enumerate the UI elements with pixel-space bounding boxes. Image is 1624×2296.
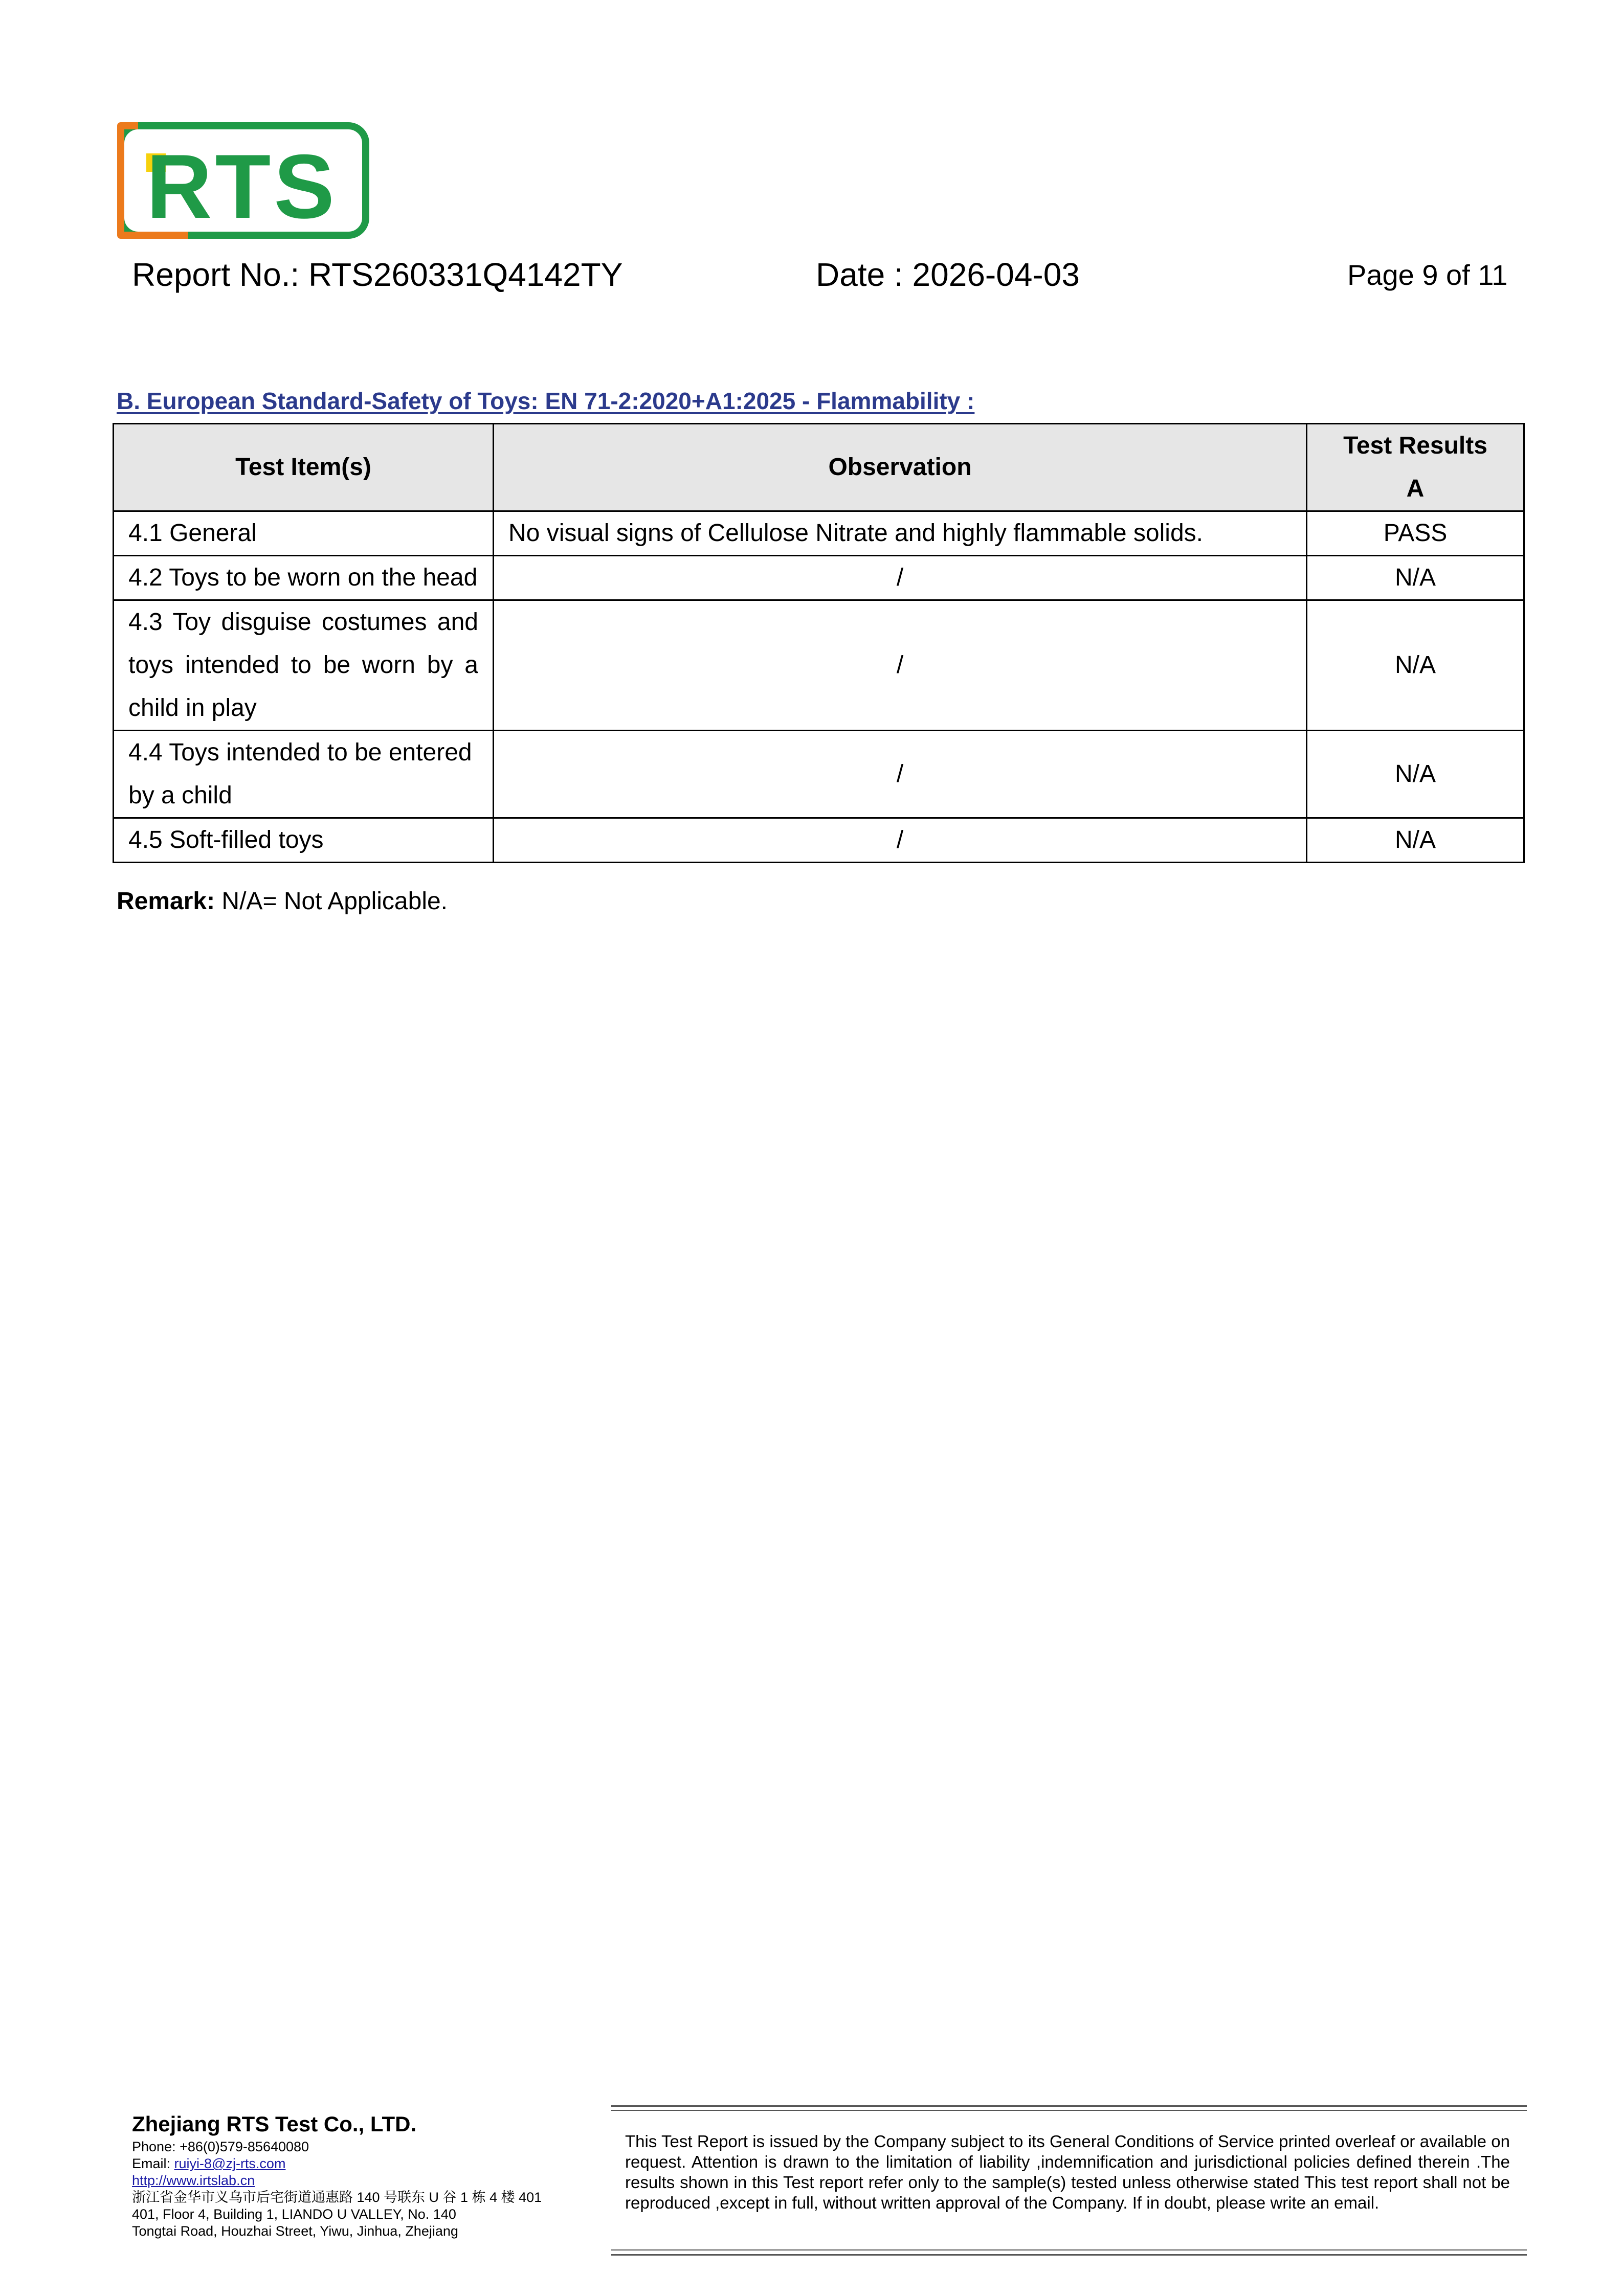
company-address-en-2: Tongtai Road, Houzhai Street, Yiwu, Jinhua, Zhejiang [132, 2223, 458, 2239]
company-address-cn: 浙江省金华市义乌市后宅街道通惠路 140 号联东 U 谷 1 栋 4 楼 401 [132, 2190, 542, 2205]
test-result: N/A [1307, 556, 1524, 600]
section-title: B. European Standard-Safety of Toys: EN 71-2:2020+A1:2025 - Flammability : [117, 388, 975, 414]
company-contact [132, 2139, 542, 2240]
test-result: N/A [1307, 731, 1524, 818]
test-item: 4.4 Toys intended to be entered by a child [114, 731, 494, 818]
test-item: 4.3 Toy disguise costumes and toys intended to be worn by a child in play [114, 600, 494, 731]
footer-divider-bottom-inner [611, 2249, 1527, 2250]
company-phone: Phone: +86(0)579-85640080 [132, 2139, 309, 2154]
table-row [114, 600, 1524, 731]
company-email-label: Email: [132, 2156, 174, 2171]
company-name: Zhejiang RTS Test Co., LTD. [132, 2112, 417, 2136]
remark-text: N/A= Not Applicable. [215, 888, 448, 915]
remark [117, 887, 448, 915]
svg-text:RTS: RTS [146, 136, 338, 237]
test-item: 4.5 Soft-filled toys [114, 818, 494, 863]
header-observation: Observation [494, 424, 1307, 511]
footer-divider-top [611, 2105, 1527, 2107]
company-email-line [132, 2155, 542, 2172]
table-row [114, 556, 1524, 600]
test-result: PASS [1307, 511, 1524, 556]
test-result: N/A [1307, 818, 1524, 863]
observation: / [494, 731, 1307, 818]
header-test-results [1307, 424, 1524, 511]
remark-label: Remark: [117, 888, 215, 915]
test-item: 4.2 Toys to be worn on the head [114, 556, 494, 600]
company-website-link[interactable]: http://www.irtslab.cn [132, 2173, 255, 2188]
observation: No visual signs of Cellulose Nitrate and highly flammable solids. [494, 511, 1307, 556]
observation: / [494, 818, 1307, 863]
company-email-link[interactable]: ruiyi-8@zj-rts.com [174, 2156, 286, 2171]
header-test-results-label: Test Results [1343, 432, 1487, 459]
flammability-results-table [113, 423, 1525, 863]
rts-logo [117, 122, 370, 239]
footer-divider-top-inner [611, 2110, 1527, 2111]
report-date: Date : 2026-04-03 [816, 256, 1080, 293]
header-test-results-sample: A [1406, 475, 1425, 502]
test-result: N/A [1307, 600, 1524, 731]
observation: / [494, 600, 1307, 731]
footer-disclaimer: This Test Report is issued by the Company subject to its General Conditions of Service printed overleaf or available on request. Attention is drawn to the limitation of liability ,indemnification and jurisdictional policies defined therein .The results shown in this Test report refer only to the sample(s) tested unless otherwise stated This test report shall not be reproduced ,except in full, without written approval of the Company. If in doubt, please write an email. [625, 2132, 1510, 2212]
table-row [114, 731, 1524, 818]
header-test-items: Test Item(s) [114, 424, 494, 511]
test-item: 4.1 General [114, 511, 494, 556]
report-number: Report No.: RTS260331Q4142TY [132, 256, 623, 293]
footer-divider-bottom [611, 2254, 1527, 2256]
company-address-en-1: 401, Floor 4, Building 1, LIANDO U VALLEY, No. 140 [132, 2207, 456, 2222]
table-row [114, 511, 1524, 556]
observation: / [494, 556, 1307, 600]
page-number: Page 9 of 11 [1347, 259, 1508, 291]
table-row [114, 818, 1524, 863]
table-header-row [114, 424, 1524, 511]
